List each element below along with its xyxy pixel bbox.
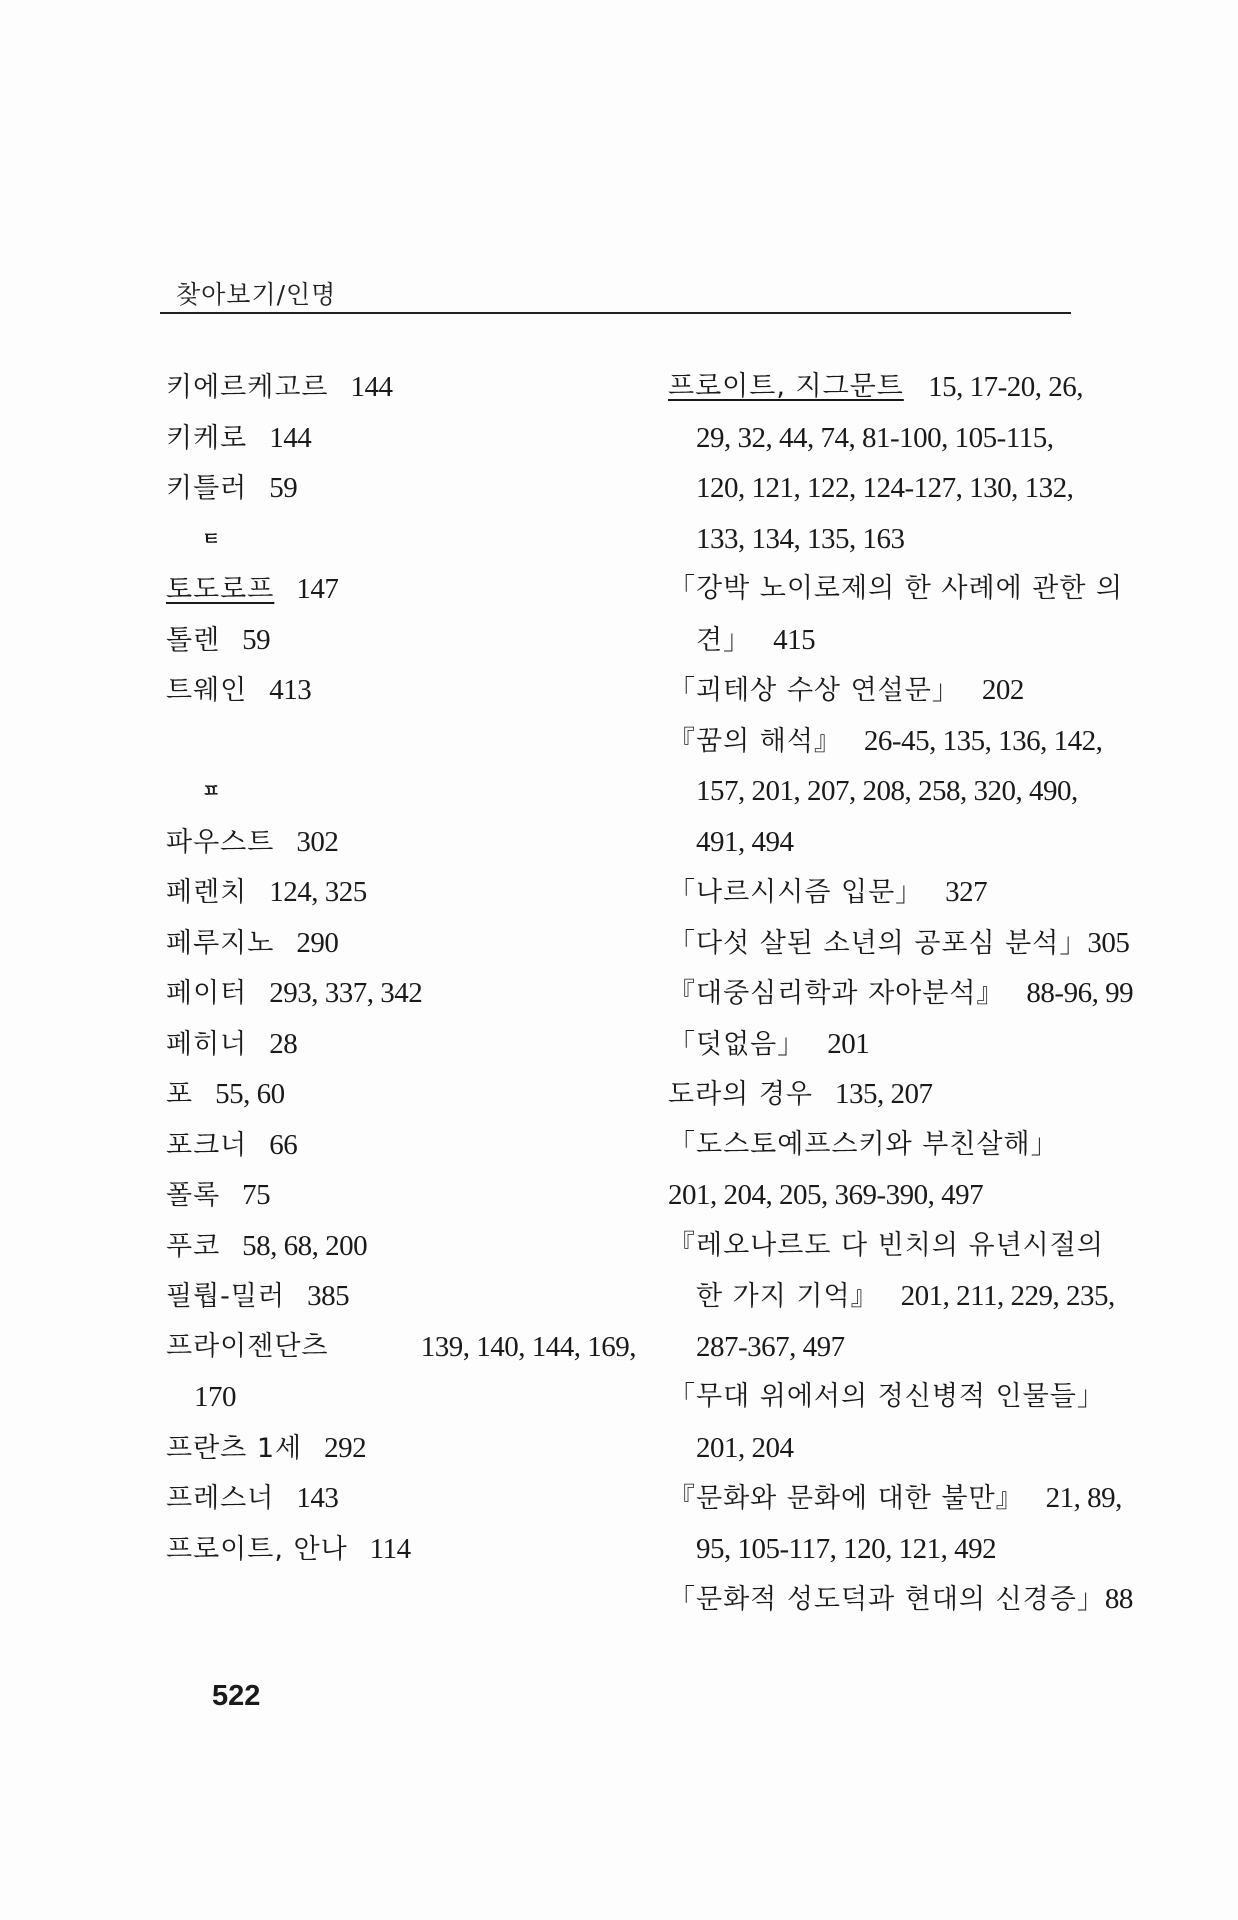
work-entry-continuation: 157, 201, 207, 208, 258, 320, 490, — [696, 775, 1078, 807]
work-entry: 「강박 노이로제의 한 사례에 관한 의 — [668, 573, 1124, 604]
spacer — [166, 716, 636, 767]
work-entry: 「문화적 성도덕과 현대의 신경증」88 — [668, 1583, 1133, 1615]
index-column-left — [166, 362, 636, 1574]
work-entry-continuation: 견」 415 — [696, 623, 816, 656]
index-entry: 토도로프 147 — [166, 573, 339, 605]
work-entry: 『레오나르도 다 빈치의 유년시절의 — [668, 1229, 1104, 1261]
page-number: 522 — [212, 1680, 261, 1712]
index-entry: 푸코 58, 68, 200 — [166, 1229, 368, 1262]
work-entry-continuation: 95, 105-117, 120, 121, 492 — [696, 1532, 997, 1565]
index-entry: 페히너 28 — [166, 1027, 298, 1060]
index-entry-continuation: 170 — [194, 1381, 236, 1413]
index-entry: 프레스너 143 — [166, 1482, 339, 1514]
index-entry: 필뤕-밀러 385 — [166, 1280, 350, 1312]
work-entry-continuation: 287-367, 497 — [696, 1330, 845, 1363]
index-entry-continuation: 29, 32, 44, 74, 81-100, 105-115, — [696, 421, 1054, 454]
work-entry-continuation: 한 가지 기억』 201, 211, 229, 235, — [696, 1280, 1115, 1312]
work-entry: 「괴테상 수상 연설문」 202 — [668, 674, 1024, 706]
work-entry: 『꿈의 해석』 26-45, 135, 136, 142, — [668, 724, 1103, 757]
index-entry: 키에르케고르 144 — [166, 371, 393, 403]
work-entry: 「덧없음」 201 — [668, 1027, 870, 1060]
index-entry: 페이터 293, 337, 342 — [166, 977, 423, 1009]
index-entry: 프로이트, 지그문트 15, 17-20, 26, — [668, 371, 1083, 403]
index-entry: 페루지노 290 — [166, 926, 339, 959]
work-entry-continuation: 491, 494 — [696, 825, 794, 858]
index-entry: 폴록 75 — [166, 1179, 271, 1211]
work-entry: 도라의 경우 135, 207 — [668, 1078, 933, 1110]
index-entry: 파우스트 302 — [166, 825, 339, 858]
section-heading: ㅍ — [202, 780, 221, 802]
index-entry: 키케로 144 — [166, 421, 312, 454]
index-entry: 포 55, 60 — [166, 1078, 285, 1110]
work-entry: 「도스토예프스키와 부친살해」 — [668, 1128, 1059, 1160]
work-entry-continuation: 201, 204 — [696, 1431, 794, 1464]
index-entry: 트웨인 413 — [166, 674, 312, 706]
index-entry-continuation: 120, 121, 122, 124-127, 130, 132, — [696, 472, 1074, 504]
work-entry: 「무대 위에서의 정신병적 인물들」 — [668, 1381, 1105, 1412]
work-entry: 「다섯 살된 소년의 공포심 분석」305 — [668, 926, 1130, 959]
index-entry: 키틀러 59 — [166, 472, 298, 504]
index-entry-continuation: 133, 134, 135, 163 — [696, 522, 905, 555]
index-entry: 프란츠 1세 292 — [166, 1431, 367, 1464]
work-entry-continuation: 201, 204, 205, 369-390, 497 — [668, 1179, 984, 1211]
header-rule — [160, 312, 1071, 314]
index-entry: 페렌치 124, 325 — [166, 876, 367, 908]
work-entry: 「나르시시즘 입문」 327 — [668, 876, 988, 908]
work-entry: 『대중심리학과 자아분석』 88-96, 99 — [668, 977, 1134, 1009]
index-column-right — [668, 362, 1134, 1625]
index-entry: 프라이젠단츠 139, 140, 144, 169, — [166, 1330, 636, 1363]
work-entry: 『문화와 문화에 대한 불만』 21, 89, — [668, 1482, 1122, 1514]
index-entry: 포크너 66 — [166, 1128, 298, 1161]
running-header: 찾아보기/인명 — [176, 280, 337, 309]
index-entry: 프로이트, 안나 114 — [166, 1532, 411, 1565]
index-entry: 톨렌 59 — [166, 623, 271, 656]
section-heading: ㅌ — [202, 527, 221, 550]
